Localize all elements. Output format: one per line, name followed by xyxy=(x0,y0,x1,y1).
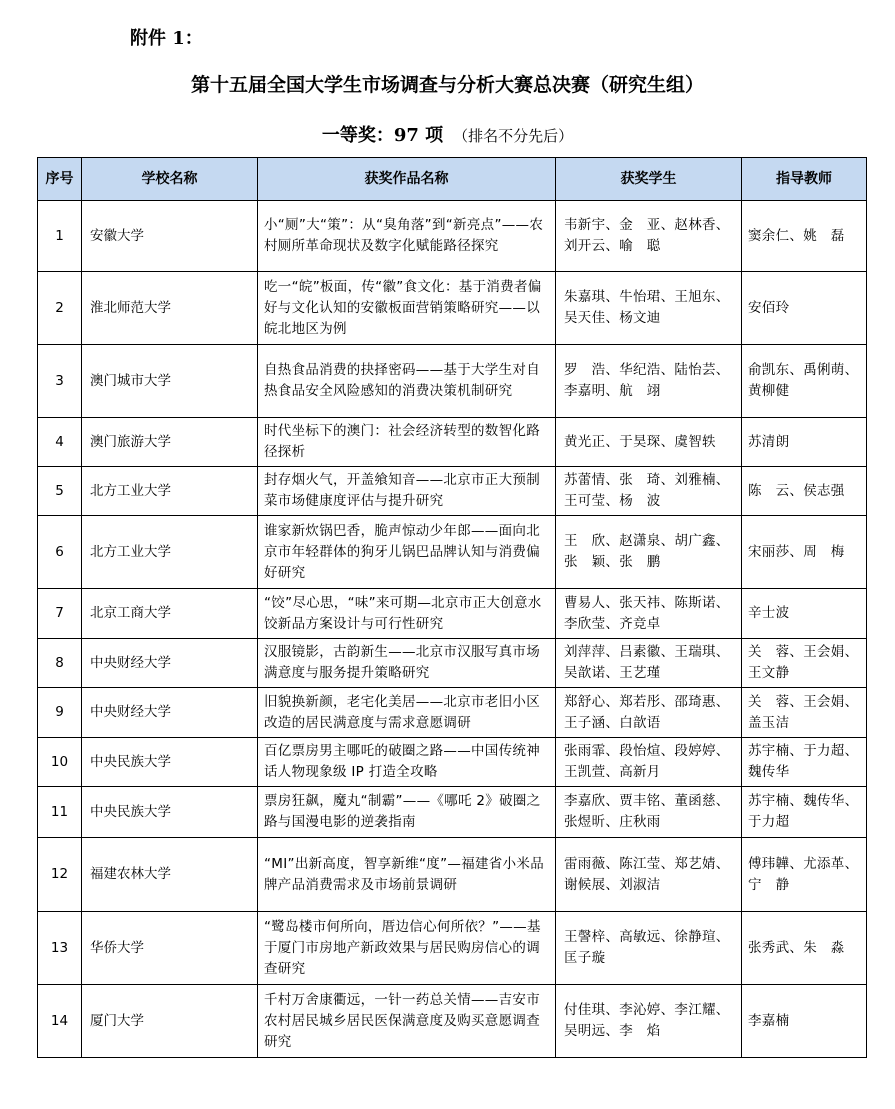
header-index: 序号 xyxy=(38,158,82,201)
student-names: 苏蕾情、张 琦、刘雅楠、王可莹、杨 波 xyxy=(556,467,742,516)
student-names: 付佳琪、李沁婷、李江耀、吴明远、李 焰 xyxy=(556,985,742,1058)
row-index: 1 xyxy=(38,201,82,272)
header-work: 获奖作品名称 xyxy=(258,158,556,201)
school-name: 中央民族大学 xyxy=(82,738,258,787)
teacher-names: 陈 云、侯志强 xyxy=(742,467,867,516)
awards-table xyxy=(37,157,867,1058)
teacher-names: 李嘉楠 xyxy=(742,985,867,1058)
row-index: 2 xyxy=(38,272,82,345)
header-students: 获奖学生 xyxy=(556,158,742,201)
student-names: 黄光正、于昊琛、虞智轶 xyxy=(556,418,742,467)
student-names: 张雨霏、段怡煊、段婷婷、王凯萱、高新月 xyxy=(556,738,742,787)
work-title: “鹭岛楼市何所向，厝边信心何所依？”——基于厦门市房地产新政效果与居民购房信心的调查研究 xyxy=(258,912,556,985)
table-row xyxy=(38,345,867,418)
table-row xyxy=(38,589,867,639)
prize-heading xyxy=(0,121,895,147)
work-title: “MI”出新高度，智享新维“度”—福建省小米品牌产品消费需求及市场前景调研 xyxy=(258,838,556,912)
teacher-names: 傅玮韡、尤添革、宁 静 xyxy=(742,838,867,912)
table-body xyxy=(38,201,867,1058)
school-name: 澳门城市大学 xyxy=(82,345,258,418)
table-row xyxy=(38,985,867,1058)
school-name: 中央民族大学 xyxy=(82,787,258,838)
document-title: 第十五届全国大学生市场调查与分析大赛总决赛（研究生组） xyxy=(190,74,704,96)
row-index: 10 xyxy=(38,738,82,787)
teacher-names: 苏宇楠、魏传华、于力超 xyxy=(742,787,867,838)
school-name: 北京工商大学 xyxy=(82,589,258,639)
prize-note: （排名不分先后） xyxy=(453,127,574,145)
header-teachers: 指导教师 xyxy=(742,158,867,201)
prize-line: 一等奖：97 项 xyxy=(321,125,444,146)
student-names: 朱嘉琪、牛怡珺、王旭东、吴天佳、杨文迪 xyxy=(556,272,742,345)
row-index: 14 xyxy=(38,985,82,1058)
row-index: 13 xyxy=(38,912,82,985)
row-index: 12 xyxy=(38,838,82,912)
table-row xyxy=(38,688,867,738)
teacher-names: 安佰玲 xyxy=(742,272,867,345)
school-name: 北方工业大学 xyxy=(82,467,258,516)
student-names: 曹易人、张天祎、陈斯诺、李欣莹、齐竞卓 xyxy=(556,589,742,639)
school-name: 华侨大学 xyxy=(82,912,258,985)
work-title: 票房狂飙，魔丸“制霸”——《哪吒 2》破圈之路与国漫电影的逆袭指南 xyxy=(258,787,556,838)
teacher-names: 张秀武、朱 淼 xyxy=(742,912,867,985)
row-index: 7 xyxy=(38,589,82,639)
student-names: 刘萍萍、吕素徽、王瑞琪、吴歆诺、王艺瑾 xyxy=(556,639,742,688)
table-header-row xyxy=(38,158,867,201)
student-names: 王謦梓、高敏远、徐静瑄、匡子璇 xyxy=(556,912,742,985)
teacher-names: 苏清朗 xyxy=(742,418,867,467)
row-index: 11 xyxy=(38,787,82,838)
student-names: 韦新宇、金 亚、赵林香、刘开云、喻 聪 xyxy=(556,201,742,272)
work-title: 百亿票房男主哪吒的破圈之路——中国传统神话人物现象级 IP 打造全攻略 xyxy=(258,738,556,787)
teacher-names: 辛士波 xyxy=(742,589,867,639)
table-row xyxy=(38,272,867,345)
table-row xyxy=(38,639,867,688)
work-title: 汉服镜影，古韵新生——北京市汉服写真市场满意度与服务提升策略研究 xyxy=(258,639,556,688)
row-index: 6 xyxy=(38,516,82,589)
attachment-label: 附件 1： xyxy=(130,28,203,49)
teacher-names: 窦余仁、姚 磊 xyxy=(742,201,867,272)
row-index: 4 xyxy=(38,418,82,467)
table-row xyxy=(38,912,867,985)
student-names: 雷雨薇、陈江莹、郑艺婧、谢候展、刘淑洁 xyxy=(556,838,742,912)
work-title: “饺”尽心思，“味”来可期—北京市正大创意水饺新品方案设计与可行性研究 xyxy=(258,589,556,639)
school-name: 厦门大学 xyxy=(82,985,258,1058)
table-row xyxy=(38,467,867,516)
row-index: 5 xyxy=(38,467,82,516)
header-school: 学校名称 xyxy=(82,158,258,201)
teacher-names: 关 蓉、王会娟、盖玉洁 xyxy=(742,688,867,738)
school-name: 淮北师范大学 xyxy=(82,272,258,345)
teacher-names: 关 蓉、王会娟、王文静 xyxy=(742,639,867,688)
student-names: 郑舒心、郑若彤、邵琦惠、王子涵、白歆语 xyxy=(556,688,742,738)
teacher-names: 苏宇楠、于力超、魏传华 xyxy=(742,738,867,787)
student-names: 王 欣、赵潇泉、胡广鑫、张 颖、张 鹏 xyxy=(556,516,742,589)
school-name: 北方工业大学 xyxy=(82,516,258,589)
student-names: 罗 浩、华纪浩、陆怡芸、李嘉明、航 翊 xyxy=(556,345,742,418)
work-title: 自热食品消费的抉择密码——基于大学生对自热食品安全风险感知的消费决策机制研究 xyxy=(258,345,556,418)
work-title: 小“厕”大“策”：从“臭角落”到“新亮点”——农村厕所革命现状及数字化赋能路径探究 xyxy=(258,201,556,272)
teacher-names: 宋丽莎、周 梅 xyxy=(742,516,867,589)
school-name: 福建农林大学 xyxy=(82,838,258,912)
table-row xyxy=(38,418,867,467)
teacher-names: 俞凯东、禹俐萌、黄柳健 xyxy=(742,345,867,418)
work-title: 千村万舍康衢远，一针一药总关情——吉安市农村居民城乡居民医保满意度及购买意愿调查研究 xyxy=(258,985,556,1058)
work-title: 时代坐标下的澳门：社会经济转型的数智化路径探析 xyxy=(258,418,556,467)
table-row xyxy=(38,838,867,912)
school-name: 安徽大学 xyxy=(82,201,258,272)
row-index: 9 xyxy=(38,688,82,738)
table-row xyxy=(38,516,867,589)
row-index: 8 xyxy=(38,639,82,688)
work-title: 旧貌换新颜，老宅化美居——北京市老旧小区改造的居民满意度与需求意愿调研 xyxy=(258,688,556,738)
student-names: 李嘉欣、贾丰铭、董函慈、张煜昕、庄秋雨 xyxy=(556,787,742,838)
table-row xyxy=(38,738,867,787)
school-name: 中央财经大学 xyxy=(82,639,258,688)
row-index: 3 xyxy=(38,345,82,418)
school-name: 中央财经大学 xyxy=(82,688,258,738)
work-title: 吃一“皖”板面，传“徽”食文化：基于消费者偏好与文化认知的安徽板面营销策略研究——以皖北地区为例 xyxy=(258,272,556,345)
table-row xyxy=(38,787,867,838)
table-row xyxy=(38,201,867,272)
school-name: 澳门旅游大学 xyxy=(82,418,258,467)
work-title: 谁家新炊锅巴香，脆声惊动少年郎——面向北京市年轻群体的狗牙儿锅巴品牌认知与消费偏好研究 xyxy=(258,516,556,589)
work-title: 封存烟火气，开盖飨知音——北京市正大预制菜市场健康度评估与提升研究 xyxy=(258,467,556,516)
